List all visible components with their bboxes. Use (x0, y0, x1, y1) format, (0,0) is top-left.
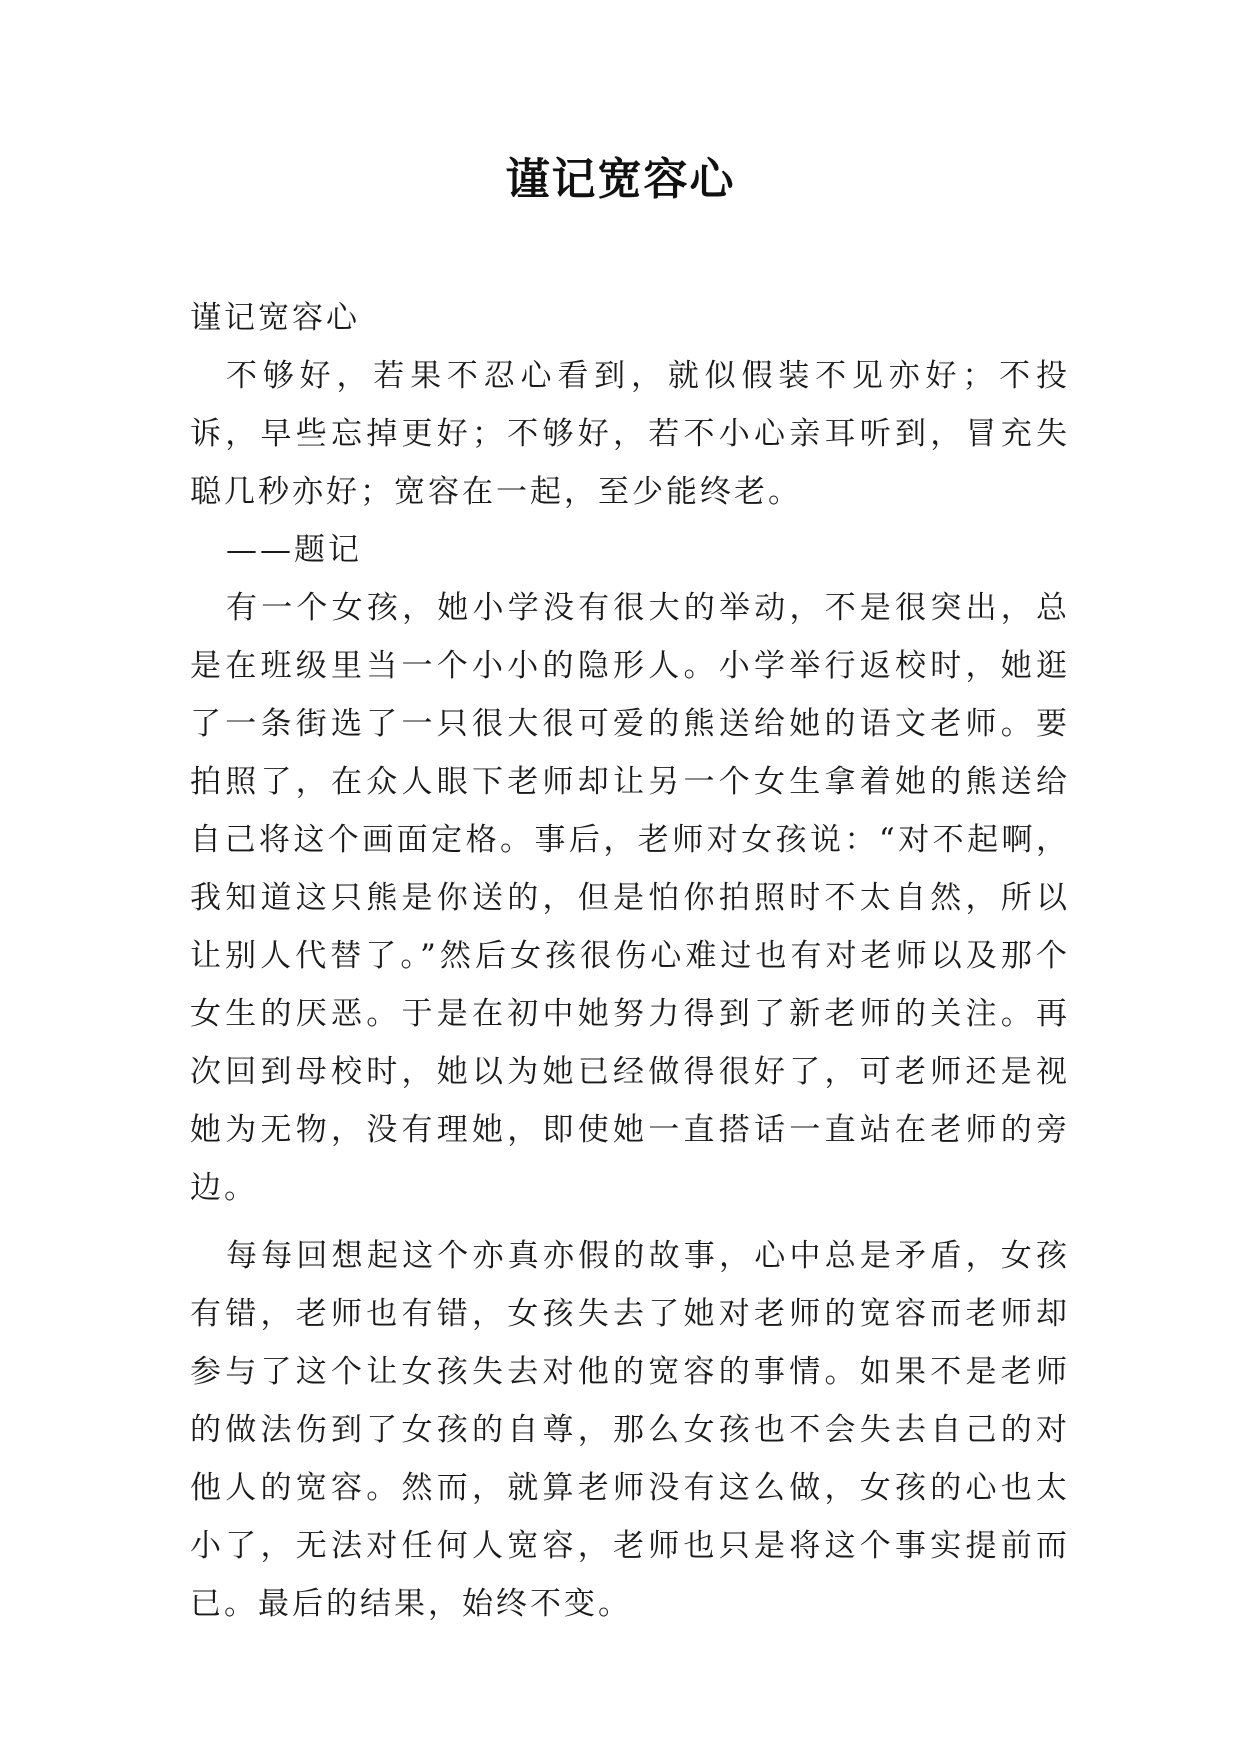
paragraph-heading: 谨记宽容心 (190, 300, 360, 336)
paragraph-reflection: 每每回想起这个亦真亦假的故事，心中总是矛盾，女孩有错，老师也有错，女孩失去了她对老师的宽容而老师却参与了这个让女孩失去对他的宽容的事情。如果不是老师的做法伤到了女孩的自尊，那么女孩也不会失去自己的对他人的宽容。然而，就算老师没有这么做，女孩的心也太小了，无法对任何人宽容，老师也只是将这个事实提前而已。最后的结果，始终不变。 (190, 1238, 1070, 1622)
document-body (190, 289, 1070, 1633)
paragraph-epigraph-attribution: ——题记 (226, 532, 362, 568)
paragraph-epigraph: 不够好，若果不忍心看到，就似假装不见亦好；不投诉，早些忘掉更好；不够好，若不小心亲耳听到，冒充失聪几秒亦好；宽容在一起，至少能终老。 (190, 358, 1070, 510)
document-title: 谨记宽容心 (505, 154, 736, 205)
paragraph-story: 有一个女孩，她小学没有很大的举动，不是很突出，总是在班级里当一个小小的隐形人。小学举行返校时，她逛了一条街选了一只很大很可爱的熊送给她的语文老师。要拍照了，在众人眼下老师却让另一个女生拿着她的熊送给自己将这个画面定格。事后，老师对女孩说：“对不起啊，我知道这只熊是你送的，但是怕你拍照时不太自然，所以让别人代替了。”然后女孩很伤心难过也有对老师以及那个女生的厌恶。于是在初中她努力得到了新老师的关注。再次回到母校时，她以为她已经做得很好了，可老师还是视她为无物，没有理她，即使她一直搭话一直站在老师的旁边。 (190, 590, 1070, 1206)
